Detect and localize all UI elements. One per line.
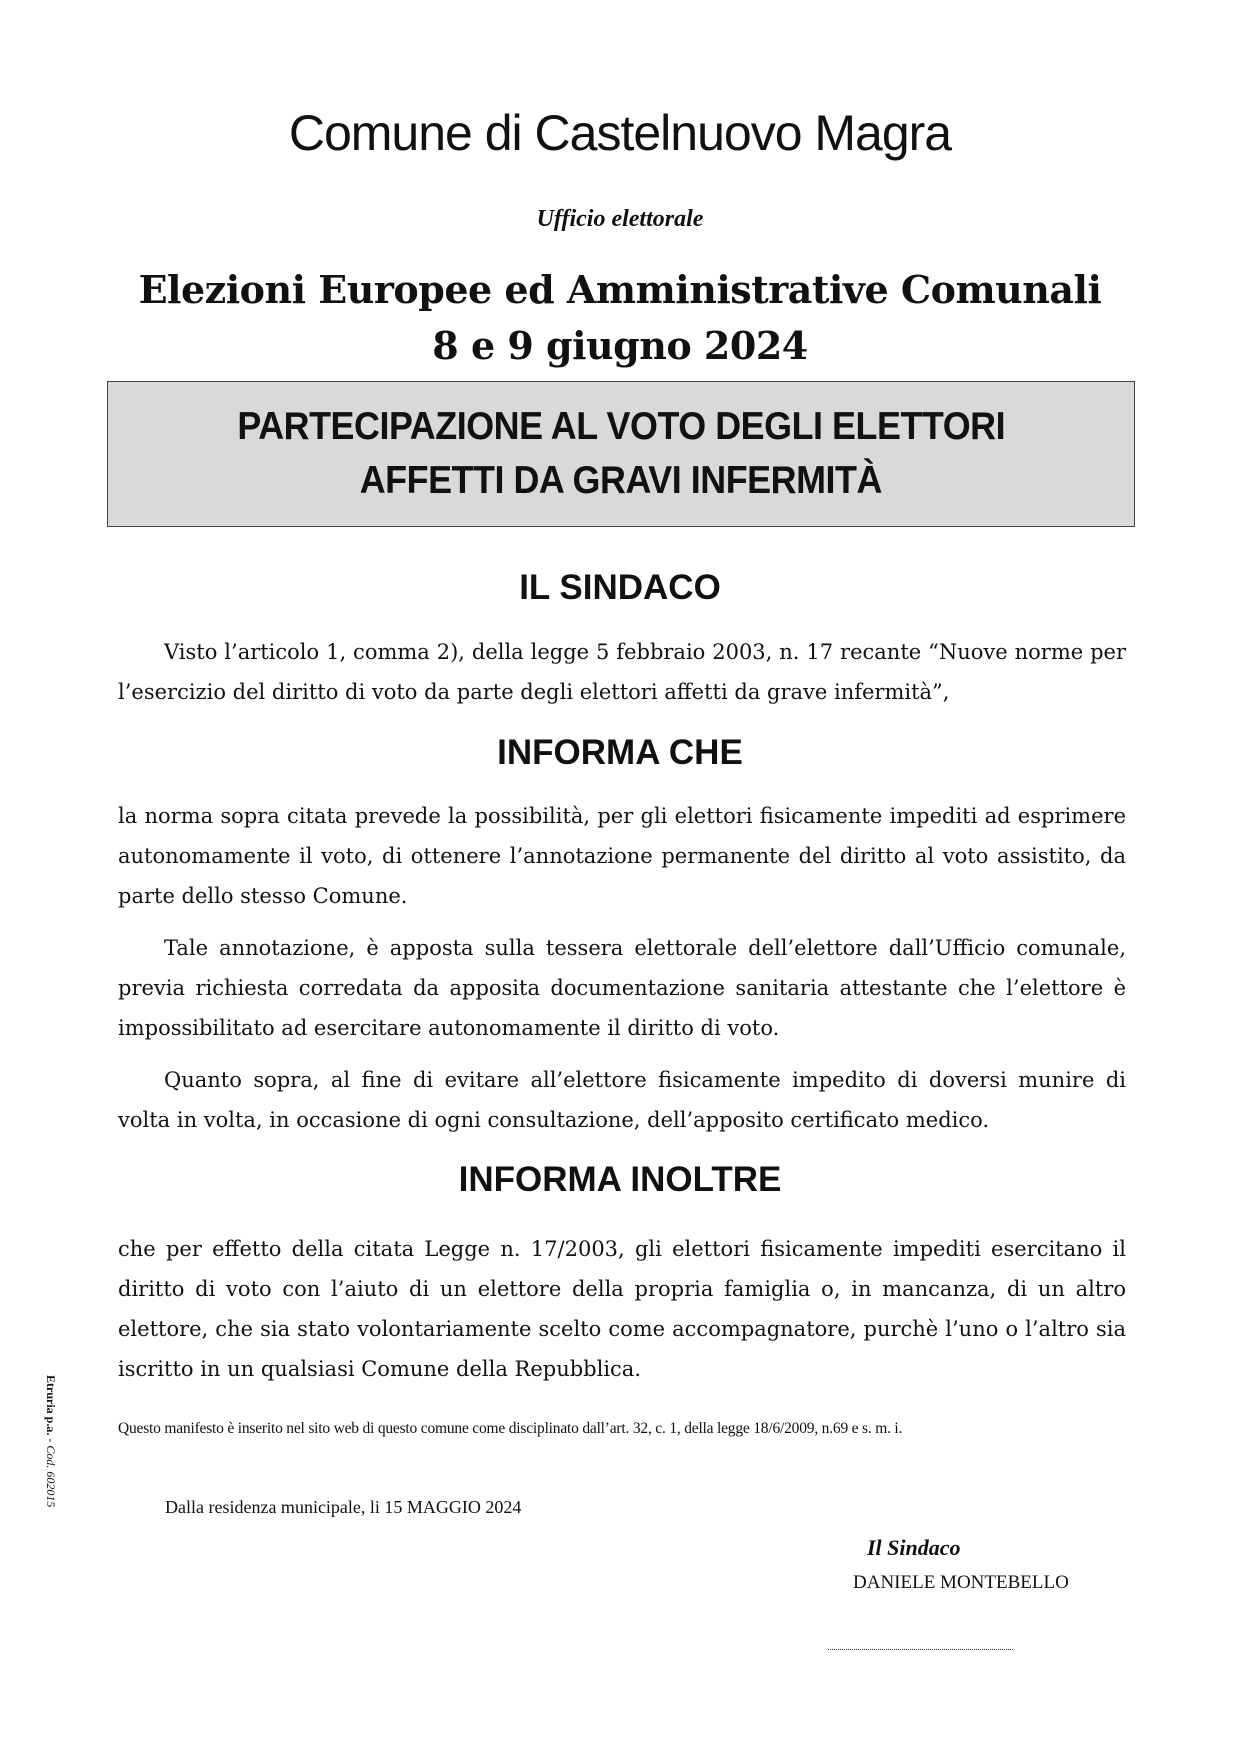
paragraph-informa-2: Tale annotazione, è apposta sulla tessera elettorale dell’elettore dall’Ufficio comunale, previa richiesta corredata da apposita documentazione sanitaria attestante che l’elettore è impossibilitato ad esercitare autonomamente il diritto di voto.	[118, 936, 1126, 1040]
footer-note: Questo manifesto è inserito nel sito web di questo comune come disciplinato dall’art. 32, c. 1, della legge 18/6/2009, n.69 e s. m. i.	[118, 1420, 903, 1437]
heading-il-sindaco: IL SINDACO	[519, 568, 721, 607]
title-banner	[107, 381, 1135, 527]
comune-title: Comune di Castelnuovo Magra	[288, 105, 952, 161]
signature-name: DANIELE MONTEBELLO	[853, 1572, 1069, 1593]
printer-mark	[43, 1375, 58, 1575]
elections-title	[0, 262, 1240, 374]
heading-informa-inoltre: INFORMA INOLTRE	[458, 1160, 782, 1199]
paragraph-inoltre: che per effetto della citata Legge n. 17/2003, gli elettori fisicamente impediti esercitano il diritto di voto con l’aiuto di un elettore della propria famiglia o, in mancanza, di un altro elettore, che sia stato volontariamente scelto come accompagnatore, purchè l’uno o l’altro sia iscritto in un qualsiasi Comune della Repubblica.	[118, 1237, 1126, 1381]
elections-date: 8 e 9 giugno 2024	[432, 323, 808, 368]
paragraph-informa-3: Quanto sopra, al fine di evitare all’elettore fisicamente impedito di doversi munire di volta in volta, in occasione di ogni consultazione, dell’apposito certificato medico.	[118, 1068, 1126, 1132]
elections-title-line1: Elezioni Europee ed Amministrative Comunali	[138, 267, 1102, 312]
paragraph-visto: Visto l’articolo 1, comma 2), della legge 5 febbraio 2003, n. 17 recante “Nuove norme per l’esercizio del diritto di voto da parte degli elettori affetti da grave infermità”,	[118, 640, 1126, 704]
place-date: Dalla residenza municipale, li 15 MAGGIO 2024	[165, 1497, 522, 1517]
printer-code: - Cod. 602015	[44, 1435, 58, 1508]
printer-brand: Etruria p.a.	[44, 1375, 58, 1436]
banner-line2: AFFETTI DA GRAVI INFERMITÀ	[359, 459, 883, 502]
ufficio-subtitle: Ufficio elettorale	[536, 206, 704, 232]
signature-line	[828, 1649, 1013, 1650]
paragraph-informa-1: la norma sopra citata prevede la possibilità, per gli elettori fisicamente impediti ad esprimere autonomamente il voto, di ottenere l’annotazione permanente del diritto al voto assistito, da parte dello stesso Comune.	[118, 804, 1126, 908]
heading-informa-che: INFORMA CHE	[497, 733, 743, 772]
printer-mark-text	[43, 1375, 58, 1575]
signature-title: Il Sindaco	[867, 1535, 961, 1560]
banner-line1: PARTECIPAZIONE AL VOTO DEGLI ELETTORI	[237, 405, 1005, 448]
